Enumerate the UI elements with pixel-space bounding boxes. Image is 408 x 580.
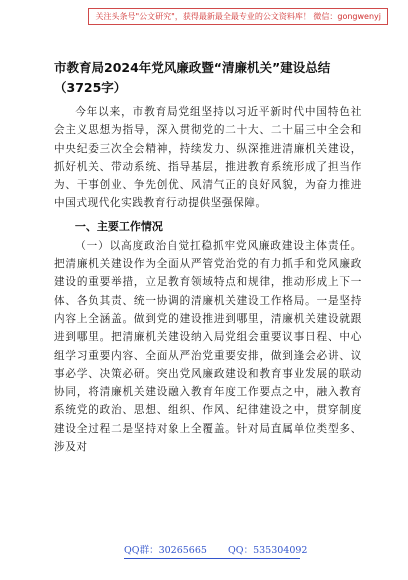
footer-qq-contact: QQ：535304092 <box>228 545 308 556</box>
document-title: 市教育局2024年党风廉政暨“清廉机关”建设总结（3725字） <box>54 60 331 95</box>
footer-qq-group: QQ群：30265665 <box>124 545 207 556</box>
watermark-banner: 关注头条号"公文研究"，获得最新最全最专业的公文资料库！ 微信：gongwenyj <box>88 8 388 25</box>
intro-paragraph: 今年以来，市教育局党组坚持以习近平新时代中国特色社会主义思想为指导，深入贯彻党的二十大、二十届三中全会和中央纪委三次全会精神，持续发力、纵深推进清廉机关建设，抓好机关、带动系统、指导基层，推进教育系统形成了担当作为、干事创业、争先创优、风清气正的良好风貌，为奋力推进中国式现代化实践教育行动提供坚强保障。 <box>54 106 362 210</box>
footer <box>0 544 408 566</box>
document-body <box>54 103 362 456</box>
footer-underline <box>124 558 300 559</box>
section-heading: 一、主要工作情况 <box>74 219 163 233</box>
section-paragraph: （一）以高度政治自觉扛稳抓牢党风廉政建设主体责任。把清廉机关建设作为全面从严管党治党的有力抓手和党风廉政建设的重要举措，立足教育领域特点和规律，推动形成上下一体、各负其责、统一协调的清廉机关建设工作格局。一是坚持内容上全涵盖。做到党的建设推进到哪里，清廉机关建设就跟进到哪里。把清廉机关建设纳入局党组会重要议事日程、中心组学习重要内容、全面从严治党重要安排，做到逢会必讲、议事必学、决策必研。突出党风廉政建设和教育事业发展的联动协同，将清廉机关建设融入教育年度工作要点之中，融入教育系统党的政治、思想、组织、作风、纪律建设之中，贯穿制度建设全过程二是坚持对象上全覆盖。针对局直属单位类型多、涉及对 <box>54 239 362 454</box>
